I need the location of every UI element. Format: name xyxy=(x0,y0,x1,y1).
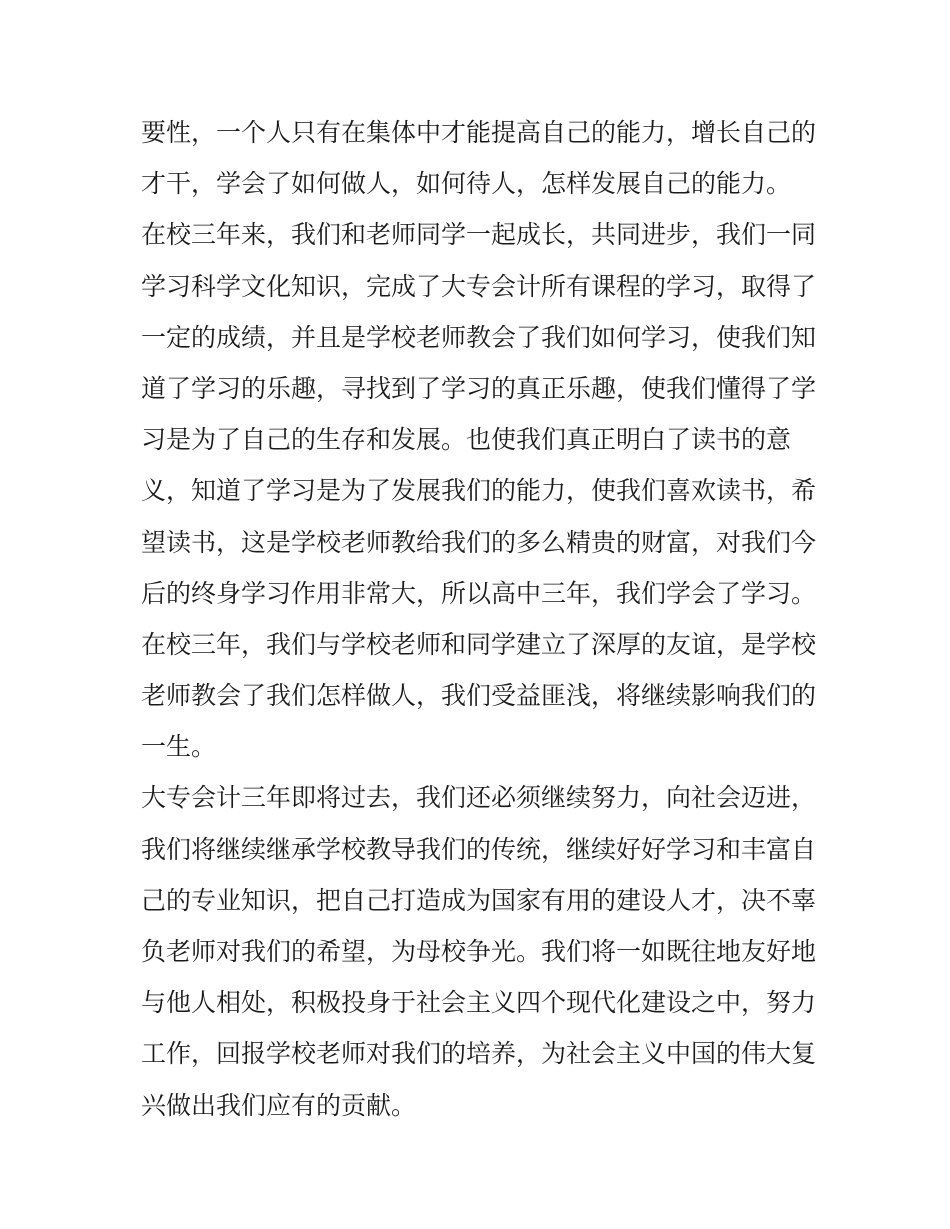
text-line: 大专会计三年即将过去，我们还必须继续努力，向社会迈进， xyxy=(141,783,817,813)
body-text xyxy=(141,107,821,1131)
text-line: 与他人相处，积极投身于社会主义四个现代化建设之中，努力 xyxy=(141,988,817,1018)
text-line: 望读书，这是学校老师教给我们的多么精贵的财富，对我们今 xyxy=(141,527,817,557)
text-line: 工作，回报学校老师对我们的培养，为社会主义中国的伟大复 xyxy=(141,1039,817,1069)
text-line: 要性，一个人只有在集体中才能提高自己的能力，增长自己的 xyxy=(141,118,817,147)
text-line: 才干，学会了如何做人，如何待人，怎样发展自己的能力。 xyxy=(141,169,792,199)
text-line: 己的专业知识，把自己打造成为国家有用的建设人才，决不辜 xyxy=(141,885,817,915)
text-line: 一定的成绩，并且是学校老师教会了我们如何学习，使我们知 xyxy=(141,322,817,352)
text-line: 习是为了自己的生存和发展。也使我们真正明白了读书的意 xyxy=(141,425,792,455)
text-line: 在校三年，我们与学校老师和同学建立了深厚的友谊，是学校 xyxy=(141,629,817,659)
text-line: 学习科学文化知识，完成了大专会计所有课程的学习，取得了 xyxy=(141,271,817,301)
text-line: 义，知道了学习是为了发展我们的能力，使我们喜欢读书，希 xyxy=(141,476,817,506)
text-line: 我们将继续继承学校教导我们的传统，继续好好学习和丰富自 xyxy=(141,834,817,864)
text-line: 兴做出我们应有的贡献。 xyxy=(141,1090,417,1120)
text-line: 在校三年来，我们和老师同学一起成长，共同进步，我们一同 xyxy=(141,220,817,250)
text-line: 一生。 xyxy=(141,732,217,762)
text-line: 负老师对我们的希望，为母校争光。我们将一如既往地友好地 xyxy=(141,937,817,966)
text-line: 道了学习的乐趣，寻找到了学习的真正乐趣，使我们懂得了学 xyxy=(141,373,817,403)
text-line: 老师教会了我们怎样做人，我们受益匪浅，将继续影响我们的 xyxy=(141,681,817,711)
text-line: 后的终身学习作用非常大，所以高中三年，我们学会了学习。 xyxy=(141,578,817,608)
